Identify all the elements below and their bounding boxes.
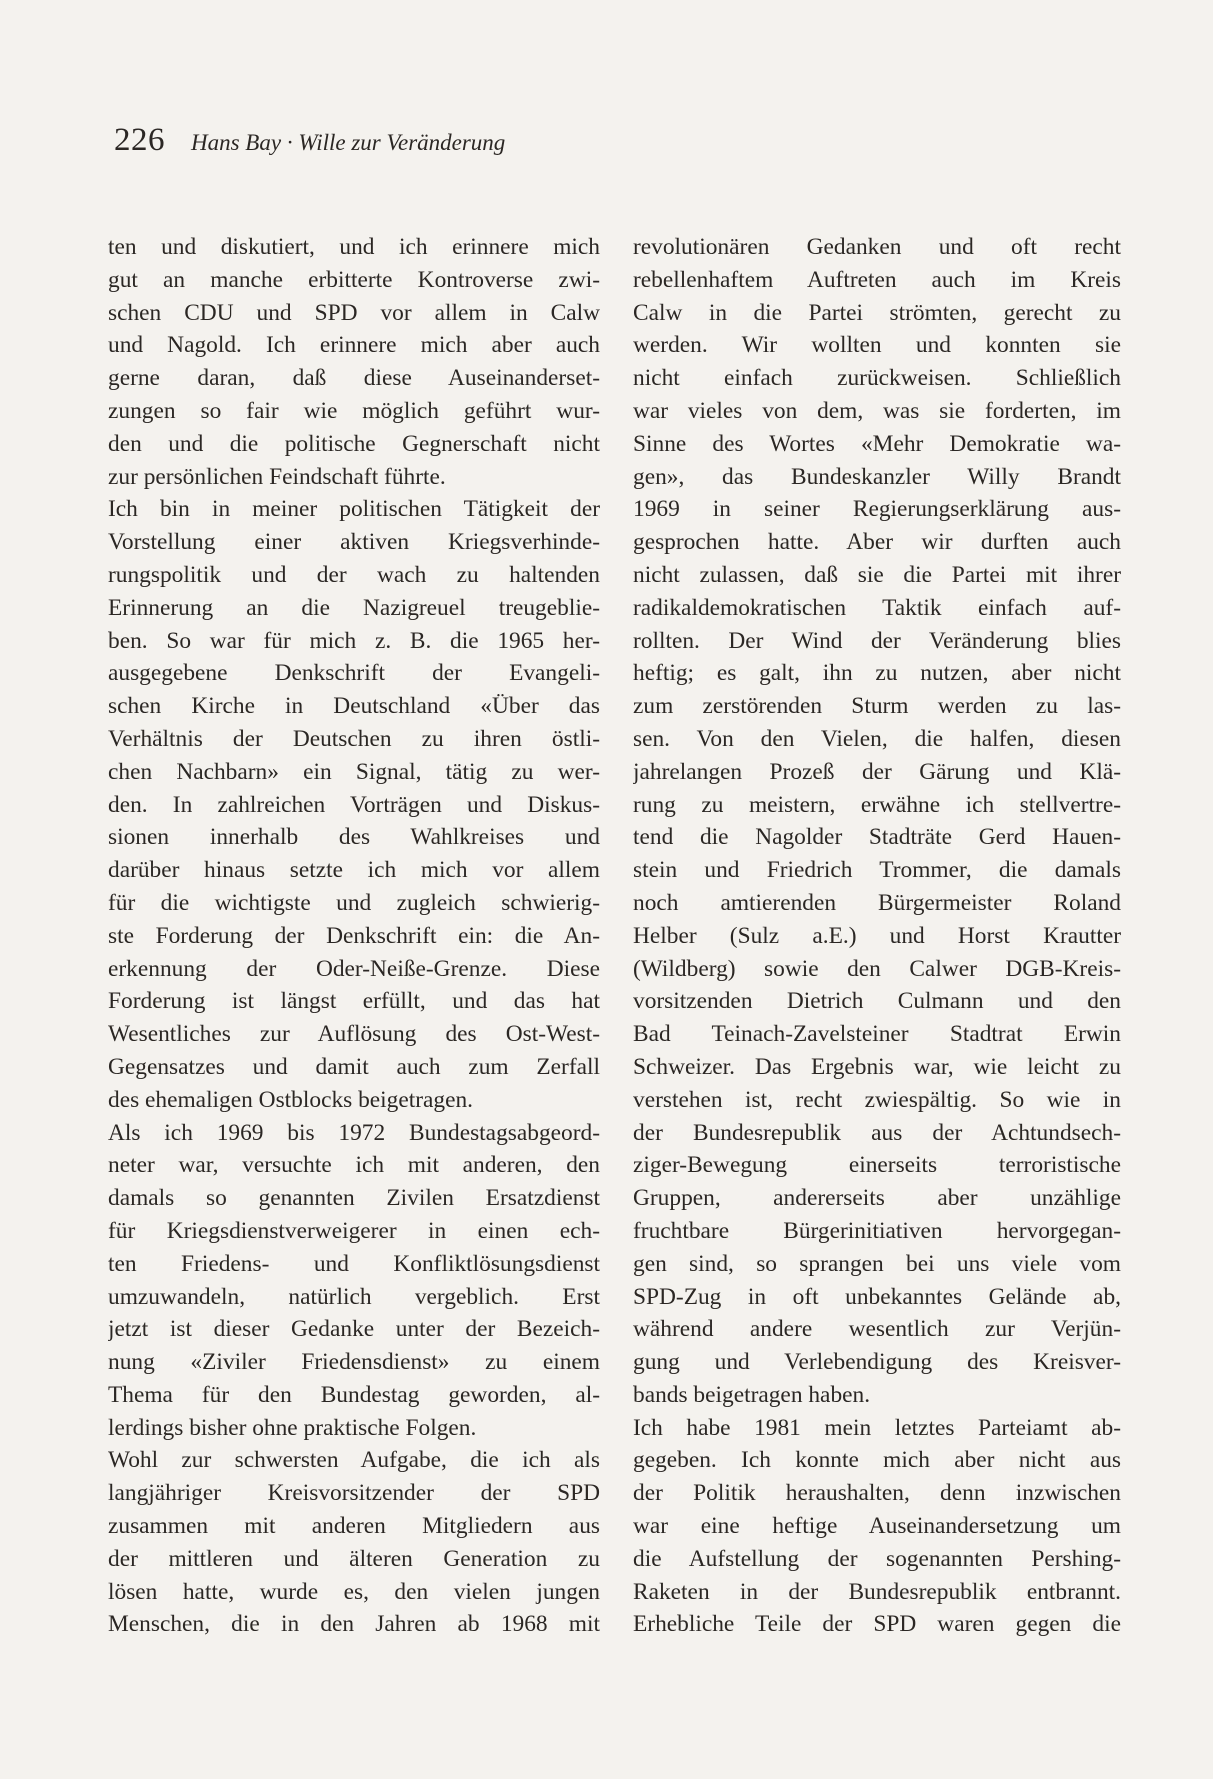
text-line: revolutionären Gedanken und oft recht xyxy=(633,234,1121,260)
text-line: Erinnerung an die Nazigreuel treugeblie- xyxy=(108,594,600,621)
text-line: die Aufstellung der sogenannten Pershing- xyxy=(633,1545,1121,1572)
text-line: (Wildberg) sowie den Calwer DGB-Kreis- xyxy=(633,955,1121,982)
text-line: tend die Nagolder Stadträte Gerd Hauen- xyxy=(633,824,1121,851)
text-line: ausgegebene Denkschrift der Evangeli- xyxy=(108,660,600,687)
text-line: gung und Verlebendigung des Kreisver- xyxy=(633,1349,1121,1376)
text-line: während andere wesentlich zur Verjün- xyxy=(633,1316,1121,1343)
text-line: Verhältnis der Deutschen zu ihren östli- xyxy=(108,725,600,752)
text-line: Gruppen, andererseits aber unzählige xyxy=(633,1185,1121,1212)
text-line: zungen so fair wie möglich geführt wur- xyxy=(108,397,600,424)
text-line: fruchtbare Bürgerinitiativen hervorgegan- xyxy=(633,1217,1121,1244)
text-line: lösen hatte, wurde es, den vielen jungen xyxy=(108,1578,600,1605)
text-line: Wohl zur schwersten Aufgabe, die ich als xyxy=(108,1447,600,1474)
text-line: Ich habe 1981 mein letztes Parteiamt ab- xyxy=(633,1414,1121,1441)
text-line: zusammen mit anderen Mitgliedern aus xyxy=(108,1513,600,1540)
text-line: 1969 in seiner Regierungserklärung aus- xyxy=(633,496,1121,523)
text-line: der mittleren und älteren Generation zu xyxy=(108,1545,600,1572)
text-line: gerne daran, daß diese Auseinanderset- xyxy=(108,365,600,392)
text-line: sen. Von den Vielen, die halfen, diesen xyxy=(633,725,1121,752)
text-line: Als ich 1969 bis 1972 Bundestagsabgeord- xyxy=(108,1119,600,1146)
text-line: heftig; es galt, ihn zu nutzen, aber nicht xyxy=(633,660,1121,687)
text-line: Sinne des Wortes «Mehr Demokratie wa- xyxy=(633,430,1121,457)
text-line: für Kriegsdienstverweigerer in einen ech- xyxy=(108,1217,600,1244)
text-line: sionen innerhalb des Wahlkreises und xyxy=(108,824,600,851)
text-line: Ich bin in meiner politischen Tätigkeit der xyxy=(108,496,600,523)
text-line: SPD-Zug in oft unbekanntes Gelände ab, xyxy=(633,1283,1121,1310)
text-line: den und die politische Gegnerschaft nicht xyxy=(108,430,600,457)
text-line: schen Kirche in Deutschland «Über das xyxy=(108,693,600,720)
text-line: der Bundesrepublik aus der Achtundsech- xyxy=(633,1119,1121,1146)
text-line: werden. Wir wollten und konnten sie xyxy=(633,332,1121,359)
text-line: ste Forderung der Denkschrift ein: die An- xyxy=(108,922,600,949)
text-line: rung zu meistern, erwähne ich stellvertre- xyxy=(633,791,1121,818)
text-line: Raketen in der Bundesrepublik entbrannt. xyxy=(633,1578,1121,1605)
text-line: Menschen, die in den Jahren ab 1968 mit xyxy=(108,1611,600,1638)
text-line: ben. So war für mich z. B. die 1965 her- xyxy=(108,627,600,654)
text-line: Wesentliches zur Auflösung des Ost-West- xyxy=(108,1021,600,1048)
text-line: erkennung der Oder-Neiße-Grenze. Diese xyxy=(108,955,600,982)
text-line: chen Nachbarn» ein Signal, tätig zu wer- xyxy=(108,758,600,785)
text-line: verstehen ist, recht zwiespältig. So wie in xyxy=(633,1086,1121,1113)
text-line: zur persönlichen Feindschaft führte. xyxy=(108,463,446,490)
text-line: radikaldemokratischen Taktik einfach auf- xyxy=(633,594,1121,621)
text-line: nicht zulassen, daß sie die Partei mit ihrer xyxy=(633,561,1121,588)
text-line: Vorstellung einer aktiven Kriegsverhinde- xyxy=(108,529,600,556)
text-line: den. In zahlreichen Vorträgen und Diskus- xyxy=(108,791,600,818)
text-line: des ehemaligen Ostblocks beigetragen. xyxy=(108,1086,474,1113)
text-line: und Nagold. Ich erinnere mich aber auch xyxy=(108,332,600,359)
text-line: Bad Teinach-Zavelsteiner Stadtrat Erwin xyxy=(633,1021,1121,1048)
text-line: Calw in die Partei strömten, gerecht zu xyxy=(633,299,1121,326)
text-line: ten und diskutiert, und ich erinnere mich xyxy=(108,234,600,260)
page-number: 226 xyxy=(114,122,165,158)
text-line: ziger-Bewegung einerseits terroristische xyxy=(633,1152,1121,1179)
text-line: Helber (Sulz a.E.) und Horst Krautter xyxy=(633,922,1121,949)
text-line: war eine heftige Auseinandersetzung um xyxy=(633,1513,1121,1540)
text-line: vorsitzenden Dietrich Culmann und den xyxy=(633,988,1121,1015)
text-line: nicht einfach zurückweisen. Schließlich xyxy=(633,365,1121,392)
text-line: der Politik heraushalten, denn inzwischen xyxy=(633,1480,1121,1507)
text-line: noch amtierenden Bürgermeister Roland xyxy=(633,889,1121,916)
text-line: für die wichtigste und zugleich schwierig- xyxy=(108,889,600,916)
text-line: zum zerstörenden Sturm werden zu las- xyxy=(633,693,1121,720)
text-line: gut an manche erbitterte Kontroverse zwi- xyxy=(108,266,600,293)
right-text-column xyxy=(633,231,1121,1641)
text-line: rungspolitik und der wach zu haltenden xyxy=(108,561,600,588)
text-line: nung «Ziviler Friedensdienst» zu einem xyxy=(108,1349,600,1376)
text-line: bands beigetragen haben. xyxy=(633,1381,871,1408)
text-line: damals so genannten Zivilen Ersatzdienst xyxy=(108,1185,600,1212)
text-line: umzuwandeln, natürlich vergeblich. Erst xyxy=(108,1283,600,1310)
text-line: Erhebliche Teile der SPD waren gegen die xyxy=(633,1611,1121,1638)
text-line: darüber hinaus setzte ich mich vor allem xyxy=(108,857,600,884)
text-line: gesprochen hatte. Aber wir durften auch xyxy=(633,529,1121,556)
text-line: Thema für den Bundestag geworden, al- xyxy=(108,1381,600,1408)
text-line: rebellenhaftem Auftreten auch im Kreis xyxy=(633,266,1121,293)
text-line: langjähriger Kreisvorsitzender der SPD xyxy=(108,1480,600,1507)
running-head xyxy=(114,122,505,159)
text-line: gegeben. Ich konnte mich aber nicht aus xyxy=(633,1447,1121,1474)
text-line: stein und Friedrich Trommer, die damals xyxy=(633,857,1121,884)
text-line: gen sind, so sprangen bei uns viele vom xyxy=(633,1250,1121,1277)
left-text-column xyxy=(108,231,600,1641)
text-line: war vieles von dem, was sie forderten, im xyxy=(633,397,1121,424)
text-line: ten Friedens- und Konfliktlösungsdienst xyxy=(108,1250,600,1277)
text-line: rollten. Der Wind der Veränderung blies xyxy=(633,627,1121,654)
text-line: jahrelangen Prozeß der Gärung und Klä- xyxy=(633,758,1121,785)
running-head-title: Hans Bay · Wille zur Veränderung xyxy=(191,130,506,155)
text-line: gen», das Bundeskanzler Willy Brandt xyxy=(633,463,1121,490)
text-line: neter war, versuchte ich mit anderen, den xyxy=(108,1152,600,1179)
text-line: lerdings bisher ohne praktische Folgen. xyxy=(108,1414,477,1441)
text-line: Schweizer. Das Ergebnis war, wie leicht zu xyxy=(633,1053,1121,1080)
text-line: Gegensatzes und damit auch zum Zerfall xyxy=(108,1053,600,1080)
text-line: Forderung ist längst erfüllt, und das hat xyxy=(108,988,600,1015)
text-line: jetzt ist dieser Gedanke unter der Bezeich- xyxy=(108,1316,600,1343)
text-line: schen CDU und SPD vor allem in Calw xyxy=(108,299,600,326)
